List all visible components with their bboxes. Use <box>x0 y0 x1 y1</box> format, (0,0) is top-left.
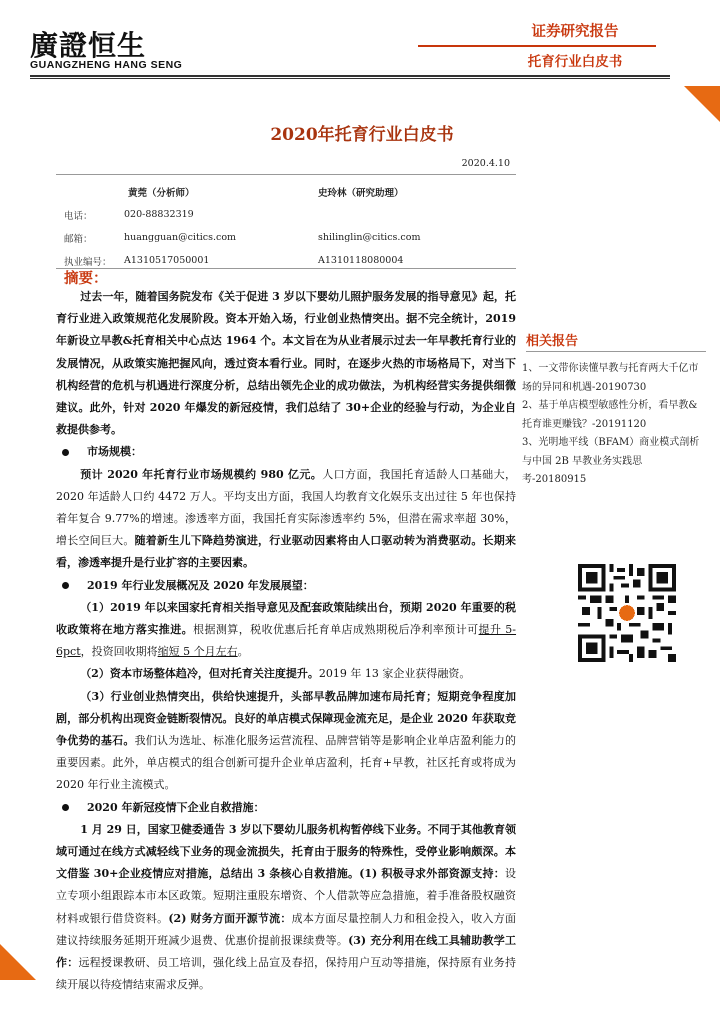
covid-paragraph <box>56 819 516 997</box>
bullet-icon <box>62 582 69 589</box>
authors-rule <box>56 268 516 269</box>
company-logo: 廣證恒生 <box>30 29 147 62</box>
o2-bold: （2）资本市场整体趋冷，但对托育关注度提升。 <box>80 667 319 681</box>
corner-triangle-bottom <box>0 944 36 980</box>
license-value: A1310118080004 <box>318 255 404 266</box>
o1-text: 根据测算，税收优惠后托育单店成熟期税后净利率预计可 <box>193 623 479 637</box>
doc-category: 托育行业白皮书 <box>527 54 623 70</box>
header-rule-2 <box>30 78 670 79</box>
market-heading: 市场规模： <box>87 445 142 459</box>
o1-underline-2: 缩短 5 个月左右 <box>157 645 238 659</box>
bullet-icon <box>62 449 69 456</box>
section-market <box>56 441 516 463</box>
phone-label: 电话： <box>64 210 93 222</box>
doc-type: 证券研究报告 <box>531 24 619 40</box>
author-name: 史玲林（研究助理） <box>318 187 404 199</box>
outlook-point-1 <box>56 597 516 664</box>
outlook-heading: 2019 年行业发展概况及 2020 年发展展望： <box>87 578 314 592</box>
license-label: 执业编号： <box>64 256 112 268</box>
o3-text: 我们认为选址、标准化服务运营流程、品牌营销等是影响企业单店盈利能力的重要因素。此外，单店模式的组合创新可提升企业单店盈利，托育+早教，社区托育或将成为 2020 年行业主流模式。 <box>56 734 517 792</box>
related-report-link[interactable]: 3、光明地平线（BFAM）商业模式剖析与中国 2B 早教业务实践思考-20180915 <box>522 437 700 485</box>
author-name: 黄莞（分析师） <box>128 187 195 199</box>
summary-intro: 过去一年，随着国务院发布《关于促进 3 岁以下婴幼儿照护服务发展的指导意见》起，托育行业进入政策规范化发展阶段。资本开始入场，行业创业热情突出。据不完全统计，2019 年新设立早教&托育相关中心点达 1964 个。本文旨在为从业者展示过去一年早教托育行业的发展情况，从政策实施把握风向，透过资本看行业。同时，在逐步火热的市场格局下，对当下机构经营的危机与机遇进行深度分析，总结出领先企业的成功做法，为机构经营实务提供细微建议。此外，针对 2020 年爆发的新冠疫情，我们总结了 30+企业的经验与行动，为企业自救提供参考。 <box>56 290 516 437</box>
section-covid <box>56 797 516 819</box>
market-bold-2: 随着新生儿下降趋势演进，行业驱动因素将由人口驱动转为消费驱动。长期来看，渗透率提升是行业扩容的主要因素。 <box>56 534 517 570</box>
email-link[interactable]: huangguan@citics.com <box>124 232 237 243</box>
bullet-icon <box>62 804 69 811</box>
covid-p2-bold: (2) 财务方面开源节流： <box>168 911 292 925</box>
covid-heading: 2020 年新冠疫情下企业自救措施： <box>87 800 265 814</box>
covid-p3-bold: (3) 充分利用在线工具辅助教学工作： <box>56 933 516 970</box>
section-outlook <box>56 575 516 597</box>
authors-table <box>64 180 498 272</box>
covid-p1-text: 设立专项小组跟踪本市本区政策。短期注重股东增资、个人借款等应急措施，着手准备股权融资材料或银行借贷资料。 <box>56 867 516 925</box>
outlook-point-2 <box>56 663 516 685</box>
covid-p1-bold: (1) 积极寻求外部资源支持： <box>359 867 505 881</box>
header-rule <box>30 75 670 77</box>
report-date: 2020.4.10 <box>461 158 510 169</box>
covid-p2-text: 成本方面尽量控制人力和租金投入，收入方面建议持续服务延期开班减少退费、优惠价提前报课续费等。 <box>56 911 517 947</box>
outlook-point-3 <box>56 686 516 797</box>
qr-code-icon <box>578 564 676 662</box>
covid-p3-text: 远程授课教研、员工培训，强化线上品宣及春招，保持用户互动等措施，保持原有业务持续开展以待疫情结束需求反弹。 <box>56 956 517 992</box>
o2-text: 2019 年 13 家企业获得融资。 <box>318 667 471 681</box>
email-label: 邮箱： <box>64 233 93 245</box>
related-reports-heading: 相关报告 <box>526 334 579 349</box>
header-divider <box>418 45 656 47</box>
o1-text-c: 。 <box>237 645 249 659</box>
o3-bold: （3）行业创业热情突出，供给快速提升，头部早教品牌加速布局托育；短期竞争程度加剧，部分机构出现资金链断裂情况。良好的单店模式保障现金流充足，是企业 2020 年获取竞争优势的基石。 <box>56 689 516 748</box>
o1-text-b: ，投资回收期将 <box>80 645 158 659</box>
related-reports-list <box>522 360 706 490</box>
summary-heading: 摘要： <box>64 270 108 287</box>
market-paragraph <box>56 464 516 575</box>
phone-value: 020-88832319 <box>124 209 194 220</box>
title-rule <box>56 174 516 175</box>
report-title: 2020年托育行业白皮书 <box>270 125 454 145</box>
company-logo-en: GUANGZHENG HANG SENG <box>30 59 183 71</box>
covid-bold: 1 月 29 日，国家卫健委通告 3 岁以下婴幼儿服务机构暂停线下业务。不同于其他教育领域可通过在线方式减轻线下业务的现金流损失，托育由于服务的特殊性，受停业影响颇深。本文借鉴 30+企业疫情应对措施，总结出 3 条核心自救措施。 <box>56 822 516 881</box>
summary-body <box>56 286 516 997</box>
license-value: A1310517050001 <box>124 255 210 266</box>
email-link[interactable]: shilinglin@citics.com <box>318 232 421 243</box>
related-rule <box>526 351 706 352</box>
o1-underline: 提升 5-6pct <box>56 623 517 659</box>
related-report-link[interactable]: 2、基于单店模型敏感性分析，看早教&托育谁更赚钱？-20191120 <box>522 400 698 430</box>
market-text: 人口方面，我国托育适龄人口基础大，2020 年适龄人口约 4472 万人。平均支出方面，我国人均教育文化娱乐支出过往 5 年也保持着年复合 9.77%的增速。渗透率方面，我国托育实际渗透率约 5%，但潜在需求率超 30%，增长空间巨大。 <box>56 467 517 548</box>
corner-triangle-top <box>684 86 720 122</box>
market-bold: 预计 2020 年托育行业市场规模约 980 亿元。 <box>80 467 323 481</box>
o1-bold: （1）2019 年以来国家托育相关指导意见及配套政策陆续出台，预期 2020 年重要的税收政策将在地方落实推进。 <box>56 600 516 637</box>
related-report-link[interactable]: 1、一文带你读懂早教与托育两大千亿市场的异同和机遇-20190730 <box>522 363 699 393</box>
